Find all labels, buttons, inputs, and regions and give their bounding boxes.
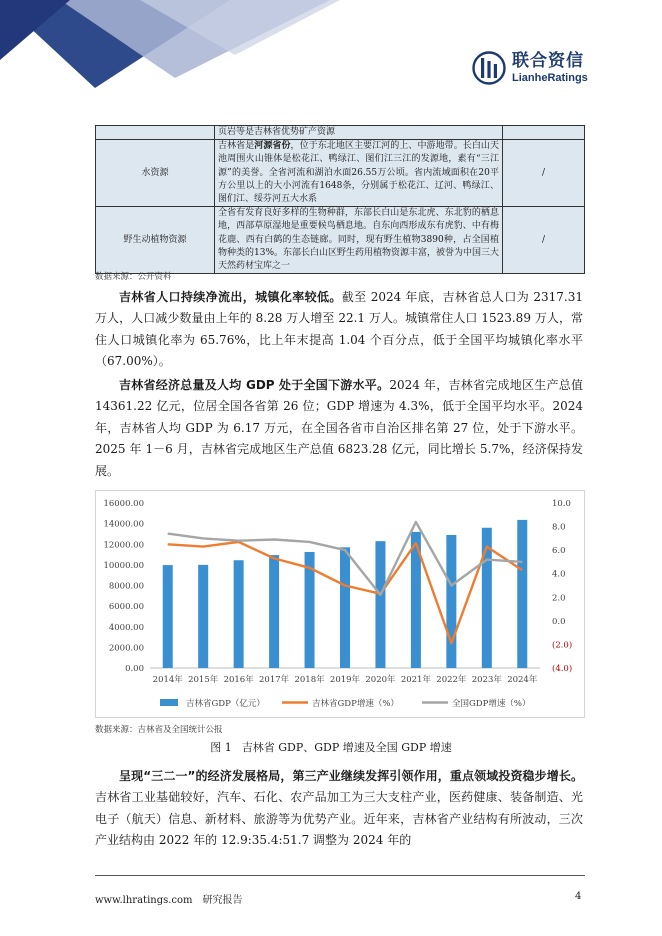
footer (95, 891, 243, 906)
table-cell-name: 水资源 (96, 140, 215, 207)
gdp-bar (198, 565, 208, 668)
footer-divider (95, 875, 585, 876)
footer-url[interactable]: www.lhratings.com (95, 895, 193, 906)
header-decoration (0, 0, 340, 100)
chart-source: 数据来源：吉林省及全国统计公报 (95, 725, 223, 735)
x-tick-label: 2021年 (400, 675, 431, 685)
paragraph-population (95, 287, 583, 373)
table-row (96, 126, 585, 140)
x-tick-label: 2014年 (152, 675, 183, 685)
table-cell-desc: 全省有发育良好多样的生物种群，东部长白山是东北虎、东北豹的栖息地，西部草原湿地是重要候鸟栖息地。自东向西形成东有虎豹、中有梅花鹿、西有白鹤的生态链廊。同时，现有野生植物3890种，占全国植物种类的13%。东部长白山区野生药用植物资源丰富，被誉为中国三大天然药材宝库之一 (215, 207, 503, 274)
gdp-chart (95, 490, 585, 718)
paragraph-economy (95, 375, 583, 482)
table-cell-name: 野生动植物资源 (96, 207, 215, 274)
x-tick-label: 2018年 (294, 675, 325, 685)
desc-bold-text: 河源省份 (254, 141, 291, 152)
right-tick-label: 10.0 (552, 499, 571, 509)
table-cell-name (96, 126, 215, 140)
logo-chinese-name: 联合资信 (512, 50, 584, 71)
table-row (96, 140, 585, 207)
legend-label: 吉林省GDP（亿元） (186, 699, 265, 709)
paragraph-body: 截至 2024 年底，吉林省总人口为 2317.31 万人，人口减少数量由上年的 8.28 万人增至 22.1 万人。城镇常住人口 1523.89 万人，常住人口城镇化率为 65.76%，比上年末提高 1.04 个百分点，低于全国平均城镇化率水平（67.00%）。 (95, 290, 583, 369)
left-tick-label: 4000.00 (108, 622, 144, 633)
table-source: 数据来源：公开资料 (95, 272, 172, 282)
paragraph-body: 2024 年，吉林省完成地区生产总值 14361.22 亿元，位居全国各省第 26 位；GDP 增速为 4.3%，低于全国平均水平。2024 年，吉林省人均 GDP 为 6.17 万元，在全国各省市自治区排名第 27 位，处于下游水平。2025 年 1－6 月，吉林省完成地区生产总值 6823.28 亿元，同比增长 5.7%，经济保持发展。 (95, 378, 583, 478)
table-cell-note: / (503, 140, 585, 207)
left-tick-label: 2000.00 (108, 643, 144, 654)
table-cell-note (503, 126, 585, 140)
gdp-bar (269, 555, 279, 668)
left-tick-label: 12000.00 (103, 540, 144, 551)
gdp-bar (375, 541, 385, 668)
right-tick-label: 6.0 (552, 546, 566, 557)
right-tick-label: 2.0 (552, 593, 566, 604)
right-tick-label: 4.0 (552, 569, 566, 580)
gdp-bar (163, 565, 173, 668)
x-tick-label: 2022年 (436, 675, 467, 685)
left-tick-label: 10000.00 (103, 560, 144, 571)
desc-text: ，位于东北地区主要江河的上、中游地带。长白山天池周围火山锥体是松花江、鸭绿江、图们江三江的发源地，素有“三江源”的美誉。全省河流和湖泊水面26.55万公顷。省内流域面积在20平方公里以上的大小河流有1648条，分别属于松花江、辽河、鸭绿江、图们江、绥芬河五大水系 (218, 141, 499, 205)
right-tick-label: (4.0) (552, 664, 573, 674)
caption-text: 吉林省 GDP、GDP 增速及全国 GDP 增速 (241, 741, 452, 754)
table-cell-desc: 页岩等是吉林省优势矿产资源 (215, 126, 503, 140)
gdp-bar (340, 547, 350, 668)
page-number: 4 (575, 891, 582, 902)
caption-number: 图 1 (210, 741, 232, 754)
gdp-bar (446, 535, 456, 668)
lianhe-logo-icon (472, 51, 506, 85)
x-tick-label: 2019年 (329, 675, 361, 685)
gdp-bar (234, 560, 244, 668)
x-tick-label: 2016年 (223, 675, 254, 685)
paragraph-heading: 吉林省人口持续净流出，城镇化率较低。 (119, 290, 342, 304)
right-tick-label: (2.0) (552, 640, 573, 651)
paragraph-industry (95, 766, 583, 852)
footer-label: 研究报告 (202, 895, 243, 906)
right-tick-label: 0.0 (552, 616, 566, 627)
paragraph-heading: 呈现“三二一”的经济发展格局，第三产业继续发挥引领作用，重点领域投资稳步增长。 (119, 769, 583, 783)
paragraph-heading: 吉林省经济总量及人均 GDP 处于全国下游水平。 (119, 378, 390, 392)
desc-text: 吉林省是 (218, 141, 255, 152)
left-tick-label: 16000.00 (103, 499, 144, 509)
logo-english-name: LianheRatings (512, 71, 588, 84)
right-tick-label: 8.0 (552, 522, 566, 533)
legend-label: 吉林省GDP增速（%） (312, 699, 399, 709)
table-cell-desc (215, 140, 503, 207)
figure-caption (0, 739, 662, 755)
left-tick-label: 14000.00 (103, 519, 144, 530)
legend-swatch (160, 699, 178, 706)
company-logo (472, 51, 588, 85)
x-tick-label: 2017年 (259, 675, 290, 685)
table-row (96, 207, 585, 274)
legend-label: 全国GDP增速（%） (452, 699, 531, 709)
x-tick-label: 2024年 (507, 675, 538, 685)
x-tick-label: 2023年 (471, 675, 502, 685)
gdp-chart-svg (96, 491, 584, 717)
left-tick-label: 0.00 (125, 664, 144, 674)
left-tick-label: 6000.00 (108, 602, 144, 613)
x-tick-label: 2015年 (188, 675, 219, 685)
resources-table (95, 125, 585, 274)
paragraph-body: 吉林省工业基础较好，汽车、石化、农产品加工为三大支柱产业，医药健康、装备制造、光电子（航天）信息、新材料、旅游等为优势产业。近年来，吉林省产业结构有所波动，三次产业结构由 2022 年的 12.9:35.4:51.7 调整为 2024 年的 (95, 790, 583, 848)
table-cell-note: / (503, 207, 585, 274)
x-tick-label: 2020年 (365, 675, 396, 685)
gdp-bar (517, 520, 527, 668)
left-tick-label: 8000.00 (108, 581, 144, 592)
